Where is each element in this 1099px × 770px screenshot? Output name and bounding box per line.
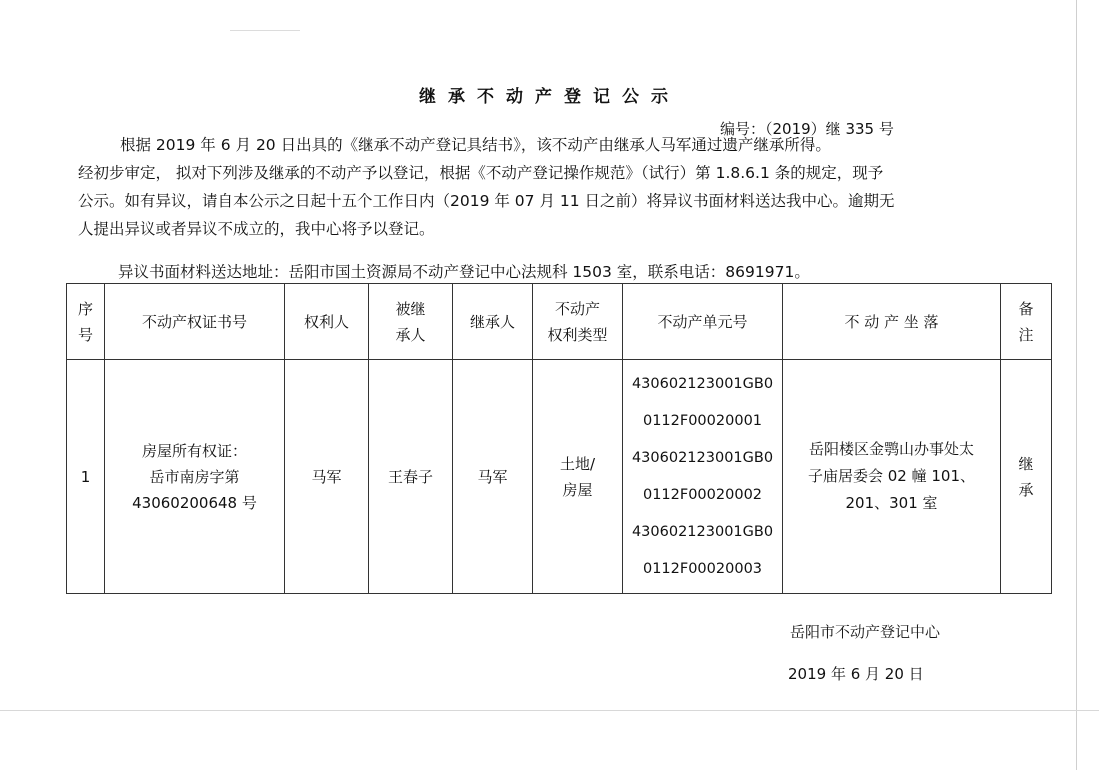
scan-edge-right (1076, 0, 1077, 770)
document-number: 编号：（2019）继 335 号 (720, 120, 894, 138)
document-title: 继承不动产登记公示 (419, 87, 680, 107)
header-right-type (533, 284, 623, 360)
paragraph-4: 人提出异议或者异议不成立的，我中心将予以登记。 (78, 220, 435, 238)
cell-right-type (533, 360, 623, 594)
cell-decedent: 王春子 (369, 360, 453, 594)
header-remark (1001, 284, 1052, 360)
unit-no-line6: 0112F00020003 (642, 560, 763, 577)
header-heir: 继承人 (453, 284, 533, 360)
header-owner: 权利人 (285, 284, 369, 360)
objection-address: 异议书面材料送达地址：岳阳市国土资源局不动产登记中心法规科 1503 室，联系电话：8691971。 (118, 263, 810, 281)
unit-no-line2: 0112F00020001 (642, 412, 763, 429)
cell-cert-line1: 房屋所有权证： (141, 441, 247, 460)
cell-heir: 马军 (453, 360, 533, 594)
location-line3: 201、301 室 (845, 494, 938, 512)
cell-owner: 马军 (285, 360, 369, 594)
unit-no-line1: 430602123001GB0 (631, 375, 774, 392)
header-cert: 不动产权证书号 (105, 284, 285, 360)
cell-cert (105, 360, 285, 594)
header-seq-line2: 号 (77, 325, 93, 344)
header-decedent-line1: 被继 (395, 299, 426, 318)
remark-line2: 承 (1018, 480, 1034, 499)
issuing-authority: 岳阳市不动产登记中心 (790, 623, 941, 641)
unit-no-line3: 430602123001GB0 (631, 449, 774, 466)
cell-location (783, 360, 1001, 594)
cell-cert-line3: 43060200648 号 (132, 493, 257, 512)
header-right-type-line2: 权利类型 (547, 325, 608, 344)
scan-artifact-line (230, 30, 300, 31)
header-location: 不 动 产 坐 落 (783, 284, 1001, 360)
header-seq-line1: 序 (77, 299, 93, 318)
paragraph-2: 经初步审定， 拟对下列涉及继承的不动产予以登记，根据《不动产登记操作规范》（试行）第 1.8.6.1 条的规定，现予 (78, 164, 884, 182)
remark-line1: 继 (1018, 454, 1034, 473)
cell-seq: 1 (67, 360, 105, 594)
location-line2: 子庙居委会 02 幢 101、 (807, 467, 976, 485)
unit-no-line5: 430602123001GB0 (631, 523, 774, 540)
cell-right-type-line1: 土地/ (559, 454, 596, 473)
cell-cert-line2: 岳市南房字第 (149, 467, 240, 486)
cell-right-type-line2: 房屋 (562, 480, 593, 499)
issue-date: 2019 年 6 月 20 日 (788, 665, 924, 683)
cell-remark (1001, 360, 1052, 594)
header-right-type-line1: 不动产 (554, 299, 600, 318)
table-header-row (67, 284, 1052, 360)
header-remark-line1: 备 (1018, 299, 1034, 318)
header-seq (67, 284, 105, 360)
scan-edge-bottom (0, 710, 1099, 711)
paragraph-1: 根据 2019 年 6 月 20 日出具的《继承不动产登记具结书》，该不动产由继承人马军通过遗产继承所得。 (120, 136, 831, 154)
header-decedent (369, 284, 453, 360)
unit-no-line4: 0112F00020002 (642, 486, 763, 503)
header-decedent-line2: 承人 (395, 325, 426, 344)
header-remark-line2: 注 (1018, 325, 1034, 344)
registration-table (66, 283, 1052, 594)
location-line1: 岳阳楼区金鹗山办事处太 (808, 440, 974, 458)
header-unit-no: 不动产单元号 (623, 284, 783, 360)
paragraph-3: 公示。如有异议，请自本公示之日起十五个工作日内（2019 年 07 月 11 日之前）将异议书面材料送达我中心。逾期无 (78, 192, 895, 210)
cell-unit-no (623, 360, 783, 594)
table-row (67, 360, 1052, 594)
